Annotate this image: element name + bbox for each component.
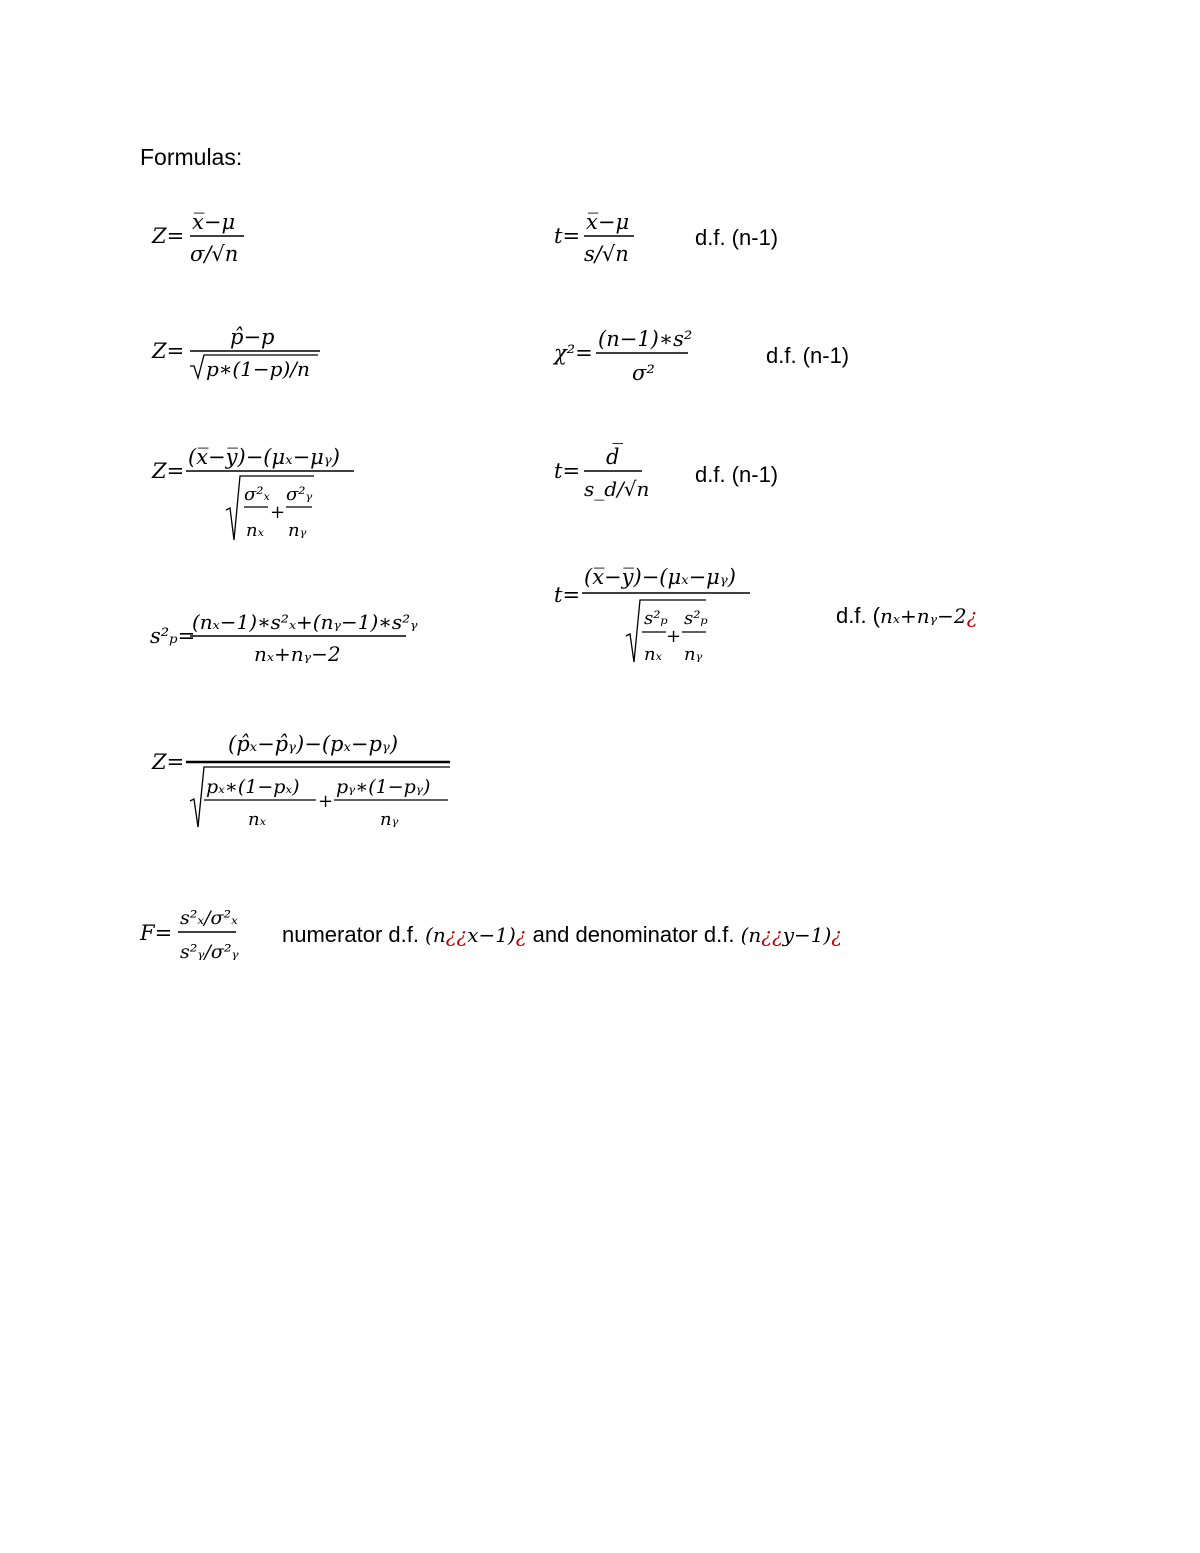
- formula-numerator: x̅−μ: [586, 210, 630, 234]
- encoding-glitch: ¿¿: [445, 923, 468, 947]
- degrees-of-freedom: d.f. (n-1): [695, 462, 779, 487]
- encoding-glitch: ¿: [831, 923, 843, 947]
- sample-size-y: nᵧ: [380, 809, 399, 830]
- t-two-means-formula: [554, 560, 769, 670]
- formula-lhs: Z=: [152, 224, 185, 248]
- formula-numerator: x̅−μ: [192, 210, 236, 234]
- formula-lhs: Z=: [152, 459, 185, 483]
- formula-lhs: χ²=: [554, 341, 593, 365]
- pooled-variance-term: s²ₚ: [684, 608, 708, 629]
- math-fragment: (n: [425, 923, 446, 947]
- numerator-df-label: numerator d.f.: [282, 922, 426, 947]
- formula-lhs: Z=: [152, 339, 185, 363]
- df-prefix: d.f. (: [836, 603, 881, 628]
- plus-sign: +: [318, 791, 334, 812]
- sample-size-y: nᵧ: [684, 644, 703, 665]
- pooled-variance-term: s²ₚ: [644, 608, 668, 629]
- variance-x: σ²ₓ: [244, 484, 270, 505]
- formula-numerator: (x̅−y̅)−(μₓ−μᵧ): [584, 565, 736, 589]
- z-mean-formula: [152, 205, 262, 271]
- formula-lhs: F=: [140, 921, 173, 945]
- encoding-glitch: ¿: [515, 923, 527, 947]
- formula-lhs: t=: [554, 224, 581, 248]
- f-test-formula: [140, 898, 250, 970]
- proportion-term-x: pₓ∗(1−pₓ): [206, 776, 300, 798]
- formula-lhs: Z=: [152, 750, 185, 774]
- formula-denominator: σ²: [632, 361, 655, 385]
- formula-denominator: s/√n: [584, 242, 629, 266]
- encoding-glitch: ¿¿: [761, 923, 783, 947]
- sample-size-x: nₓ: [644, 644, 662, 665]
- plus-sign: +: [666, 626, 682, 647]
- formula-lhs: t=: [554, 459, 581, 483]
- denominator-df-label: and denominator d.f.: [526, 922, 741, 947]
- plus-sign: +: [270, 502, 286, 523]
- formula-numerator: d̅: [606, 445, 620, 469]
- degrees-of-freedom: d.f. (n-1): [695, 225, 779, 250]
- formula-numerator: (nₓ−1)∗s²ₓ+(nᵧ−1)∗s²ᵧ: [192, 610, 418, 634]
- formula-numerator: s²ₓ/σ²ₓ: [180, 907, 238, 929]
- z-two-means-formula: [152, 440, 367, 550]
- z-proportion-formula: [152, 320, 332, 386]
- formula-denominator: s_d/√n: [584, 477, 650, 501]
- sample-size-y: nᵧ: [288, 520, 307, 541]
- degrees-of-freedom: [836, 603, 977, 629]
- math-fragment: x−1): [467, 923, 516, 947]
- proportion-term-y: pᵧ∗(1−pᵧ): [336, 776, 431, 798]
- formula-denominator: nₓ+nᵧ−2: [254, 642, 341, 666]
- pooled-variance-formula: [150, 605, 420, 671]
- formula-numerator: (p̂ₓ−p̂ᵧ)−(pₓ−pᵧ): [228, 732, 399, 756]
- page-title: Formulas:: [140, 144, 243, 170]
- formula-numerator: (n−1)∗s²: [598, 327, 693, 351]
- math-fragment: (n: [740, 923, 762, 947]
- variance-y: σ²ᵧ: [286, 484, 313, 505]
- sample-size-x: nₓ: [246, 520, 264, 541]
- sample-size-x: nₓ: [248, 809, 266, 830]
- t-mean-formula: [554, 205, 654, 271]
- degrees-of-freedom: d.f. (n-1): [766, 343, 850, 368]
- t-paired-formula: [554, 440, 654, 506]
- formula-numerator: p̂−p: [230, 325, 275, 349]
- formula-denominator: s²ᵧ/σ²ᵧ: [180, 941, 239, 963]
- z-two-proportions-formula: [152, 725, 457, 840]
- formula-lhs: s²ₚ=: [150, 624, 196, 648]
- formula-denominator: σ/√n: [190, 242, 239, 266]
- formula-numerator: (x̅−y̅)−(μₓ−μᵧ): [188, 445, 340, 469]
- df-expression: nₓ+nᵧ−2: [880, 604, 967, 628]
- encoding-glitch: ¿: [966, 604, 978, 628]
- formula-denominator: p∗(1−p)/n: [206, 357, 310, 381]
- chi-square-formula: [554, 322, 704, 388]
- f-test-degrees-of-freedom: [282, 922, 842, 948]
- formula-lhs: t=: [554, 583, 581, 607]
- math-fragment: y−1): [782, 923, 832, 947]
